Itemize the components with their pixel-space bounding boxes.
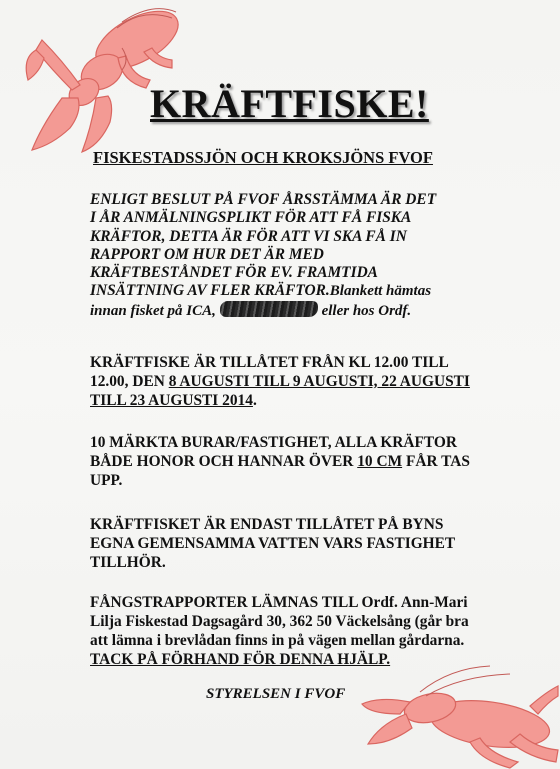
paragraph-line: KRÄFTFISKE ÄR TILLÅTET FRÅN KL 12.00 TILL (90, 354, 449, 371)
paragraph-line: ENLIGT BESLUT PÅ FVOF ÅRSSTÄMMA ÄR DET (90, 191, 437, 208)
water-rules-paragraph (90, 515, 520, 572)
fishing-dates: 8 AUGUSTI TILL 9 AUGUSTI, 22 AUGUSTI (168, 373, 470, 390)
reporting-requirement-paragraph (90, 191, 530, 320)
fishing-dates: TILL 23 AUGUSTI 2014 (90, 392, 253, 409)
page-title: KRÄFTFISKE! (150, 81, 429, 126)
crayfish-bottom-right-icon (360, 662, 560, 769)
paragraph-line: I ÅR ANMÄLNINGSPLIKT FÖR ATT FÅ FISKA (90, 209, 412, 227)
paragraph-line: INSÄTTNING AV FLER KRÄFTOR.Blankett hämtas (90, 282, 432, 300)
catch-report-paragraph (90, 593, 530, 669)
paragraph-line: KRÄFTBESTÅNDET FÖR EV. FRAMTIDA (90, 264, 378, 282)
paragraph-line: FÅNGSTRAPPORTER LÄMNAS TILL Ordf. Ann-Mari (90, 594, 468, 611)
signature: STYRELSEN I FVOF (206, 686, 346, 702)
association-subtitle: FISKESTADSSJÖN OCH KROKSJÖNS FVOF (93, 148, 433, 167)
fishing-period-paragraph (90, 353, 520, 410)
redacted-text (220, 301, 318, 317)
trap-rules-paragraph (90, 433, 520, 490)
paragraph-line: RAPPORT OM HUR DET ÄR MED (90, 245, 324, 263)
paragraph-line: 12.00, DEN 8 AUGUSTI TILL 9 AUGUSTI, 22 AUGUSTI (90, 373, 470, 390)
paragraph-line: TILLHÖR. (90, 554, 166, 571)
paragraph-line: TILL 23 AUGUSTI 2014. (90, 392, 257, 409)
paragraph-line: BÅDE HONOR OCH HANNAR ÖVER 10 CM FÅR TAS (90, 453, 470, 470)
thanks-line: TACK PÅ FÖRHAND FÖR DENNA HJÄLP. (90, 651, 391, 668)
paragraph-line: innan fisket på ICA, eller hos Ordf. (90, 302, 412, 319)
paragraph-line: Lilja Fiskestad Dagsagård 30, 362 50 Väckelsång (går bra (90, 613, 469, 630)
paragraph-line: KRÄFTFISKET ÄR ENDAST TILLÅTET PÅ BYNS (90, 516, 444, 533)
paragraph-line: att lämna i brevlådan finns in på vägen mellan gårdarna. (90, 632, 465, 649)
paragraph-line: 10 MÄRKTA BURAR/FASTIGHET, ALLA KRÄFTOR (90, 434, 457, 451)
paragraph-line: KRÄFTOR, DETTA ÄR FÖR ATT VI SKA FÅ IN (90, 227, 407, 245)
paragraph-line: UPP. (90, 472, 123, 489)
minimum-size: 10 CM (357, 453, 403, 470)
paragraph-line: EGNA GEMENSAMMA VATTEN VARS FASTIGHET (90, 535, 456, 552)
